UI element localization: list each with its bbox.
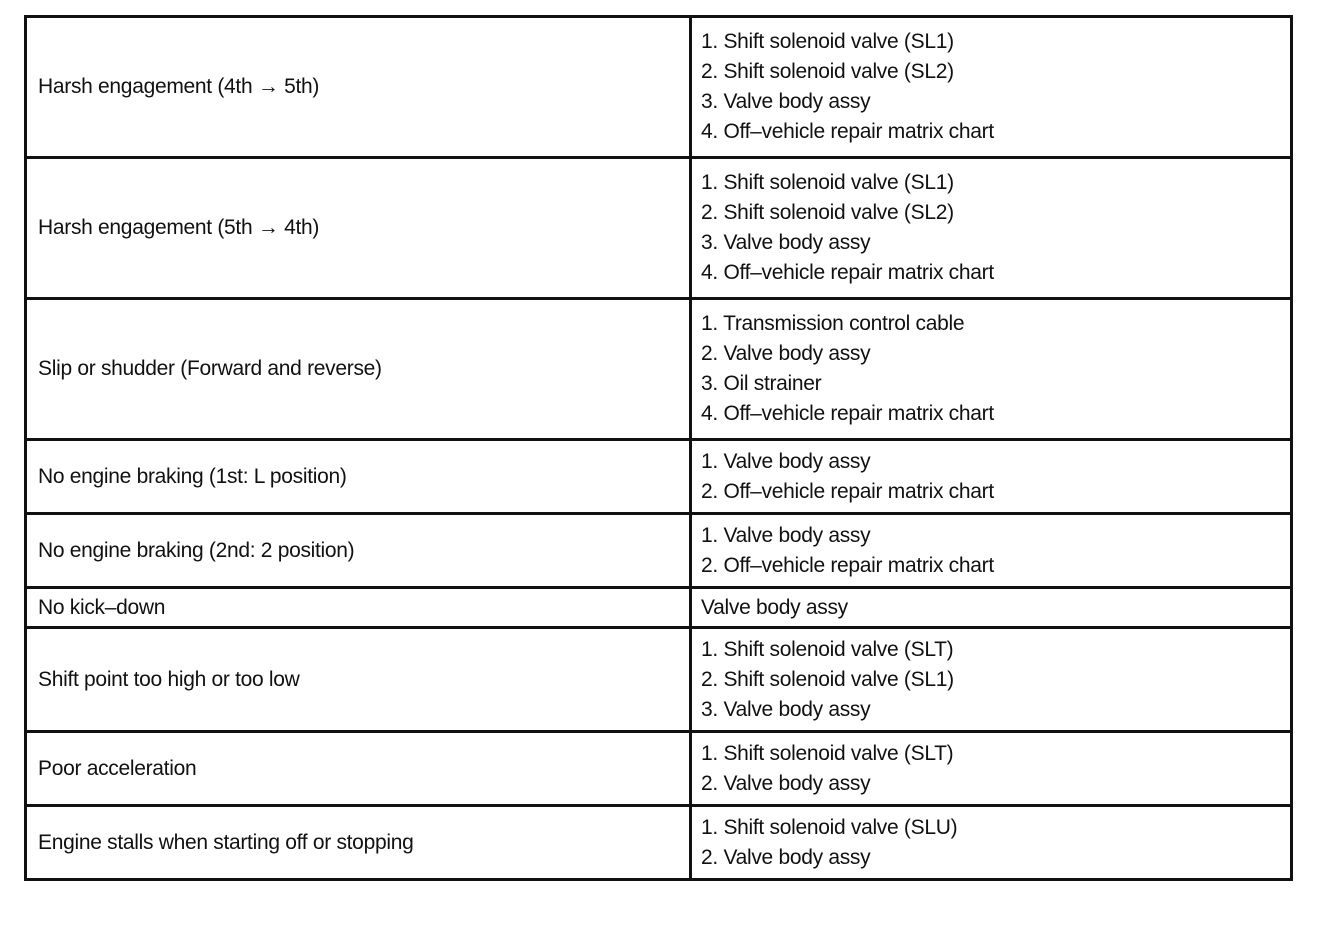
suspect-area-item: 3. Oil strainer (701, 372, 822, 395)
table-row (26, 628, 1292, 732)
suspect-area-cell (691, 440, 1292, 514)
suspect-area-item: 4. Off–vehicle repair matrix chart (701, 120, 994, 143)
table-row (26, 514, 1292, 588)
symptom-cell: No engine braking (2nd: 2 position) (26, 514, 691, 588)
symptom-cell: Harsh engagement (5th → 4th) (26, 158, 691, 299)
symptom-cell: No engine braking (1st: L position) (26, 440, 691, 514)
symptom-cell: Engine stalls when starting off or stopping (26, 806, 691, 880)
suspect-area-item: Valve body assy (701, 595, 848, 619)
suspect-area-cell (691, 628, 1292, 732)
table-row (26, 440, 1292, 514)
suspect-area-item: 1. Shift solenoid valve (SLU) (701, 815, 958, 839)
symptom-table-container (24, 15, 1290, 881)
table-row (26, 588, 1292, 628)
symptom-cell: Harsh engagement (4th → 5th) (26, 17, 691, 158)
symptom-cell: Poor acceleration (26, 732, 691, 806)
suspect-area-item: 3. Valve body assy (701, 231, 871, 254)
suspect-area-cell (691, 806, 1292, 880)
table-row (26, 299, 1292, 440)
suspect-area-item: 1. Valve body assy (701, 449, 871, 473)
suspect-area-item: 2. Valve body assy (701, 771, 871, 795)
suspect-area-item: 4. Off–vehicle repair matrix chart (701, 261, 994, 284)
suspect-area-item: 1. Transmission control cable (701, 312, 965, 335)
suspect-area-item: 1. Shift solenoid valve (SLT) (701, 637, 954, 661)
suspect-area-item: 2. Shift solenoid valve (SL2) (701, 60, 954, 83)
suspect-area-item: 3. Valve body assy (701, 90, 871, 113)
table-row (26, 806, 1292, 880)
suspect-area-cell (691, 588, 1292, 628)
suspect-area-item: 2. Shift solenoid valve (SL1) (701, 667, 954, 691)
suspect-area-item: 1. Shift solenoid valve (SLT) (701, 741, 954, 765)
suspect-area-cell (691, 514, 1292, 588)
symptom-cell: Shift point too high or too low (26, 628, 691, 732)
suspect-area-item: 3. Valve body assy (701, 697, 871, 721)
suspect-area-item: 4. Off–vehicle repair matrix chart (701, 402, 994, 425)
suspect-area-item: 2. Valve body assy (701, 342, 871, 365)
suspect-area-item: 1. Shift solenoid valve (SL1) (701, 171, 954, 194)
suspect-area-item: 2. Valve body assy (701, 845, 871, 869)
suspect-area-item: 2. Off–vehicle repair matrix chart (701, 479, 994, 503)
suspect-area-item: 1. Shift solenoid valve (SL1) (701, 30, 954, 53)
suspect-area-item: 1. Valve body assy (701, 523, 871, 547)
table-row (26, 732, 1292, 806)
suspect-area-cell (691, 732, 1292, 806)
table-row (26, 17, 1292, 158)
symptom-table (24, 15, 1293, 881)
suspect-area-item: 2. Off–vehicle repair matrix chart (701, 553, 994, 577)
symptom-cell: Slip or shudder (Forward and reverse) (26, 299, 691, 440)
table-row (26, 158, 1292, 299)
suspect-area-item: 2. Shift solenoid valve (SL2) (701, 201, 954, 224)
suspect-area-cell (691, 158, 1292, 299)
suspect-area-cell (691, 17, 1292, 158)
suspect-area-cell (691, 299, 1292, 440)
symptom-cell: No kick–down (26, 588, 691, 628)
